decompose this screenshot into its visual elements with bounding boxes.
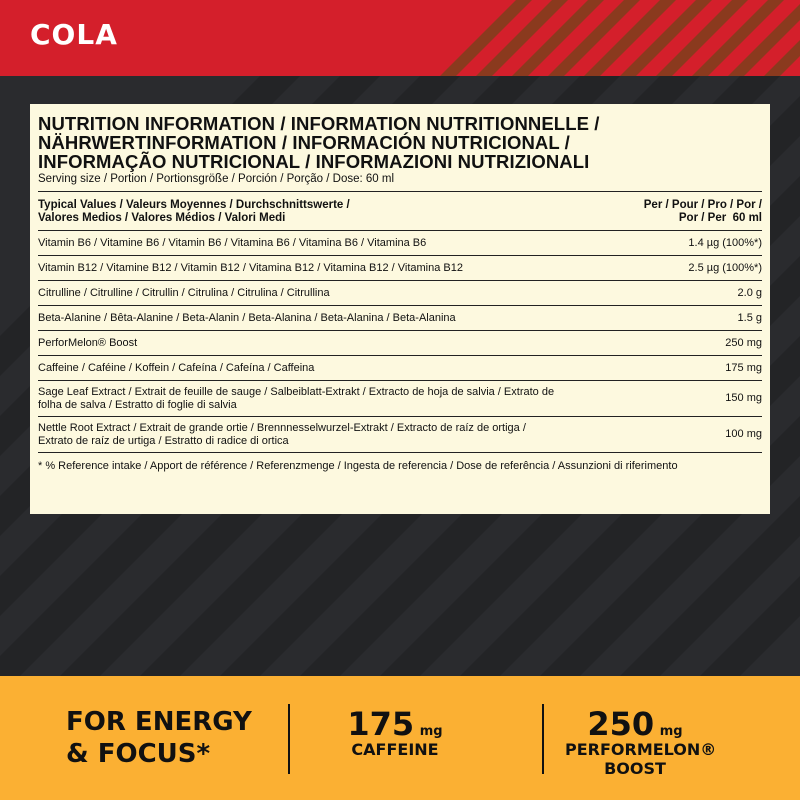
- flavor-title: COLA: [30, 18, 118, 51]
- table-row: [38, 356, 762, 381]
- row-value: 2.0 g: [737, 286, 762, 299]
- row-value: 100 mg: [725, 428, 762, 440]
- row-nutrient: Caffeine / Caféine / Koffein / Cafeína / Cafeína / Caffeina: [38, 361, 315, 374]
- header-left-line: Typical Values / Valeurs Moyennes / Durchschnittswerte /: [38, 199, 350, 211]
- focus-line: & FOCUS*: [66, 739, 211, 769]
- caffeine-amount: 175: [347, 705, 415, 743]
- header-typical-values: [38, 199, 350, 224]
- performelon-claim: [565, 705, 717, 778]
- performelon-amount: 250: [587, 705, 655, 743]
- row-value: 2.5 µg (100%*): [688, 261, 762, 274]
- heading-line: INFORMAÇÃO NUTRICIONAL / INFORMAZIONI NUTRIZIONALI: [38, 151, 590, 172]
- row-nutrient: Vitamin B12 / Vitamine B12 / Vitamin B12 / Vitamina B12 / Vitamina B12 / Vitamina B12: [38, 261, 463, 274]
- row-nutrient: Sage Leaf Extract / Extrait de feuille de sauge / Salbeiblatt-Extrakt / Extracto de hoja de salvia / Extrato de folha de salva / Estratto di foglie di salvia: [38, 385, 555, 411]
- header-left-line: Valores Medios / Valores Médios / Valori Medi: [38, 211, 286, 224]
- row-value: 175 mg: [725, 361, 762, 374]
- serving-size: Serving size / Portion / Portionsgröße / Porción / Porção / Dose: 60 ml: [38, 173, 395, 185]
- table-row: [38, 306, 762, 331]
- row-value: 1.4 µg (100%*): [688, 236, 762, 249]
- row-value: 1.5 g: [737, 311, 762, 324]
- table-row: [38, 231, 762, 256]
- heading-line: NUTRITION INFORMATION / INFORMATION NUTRITIONNELLE /: [38, 113, 600, 134]
- header-right-line: Por / Per 60 ml: [678, 211, 762, 224]
- banner-stripes: [380, 0, 800, 76]
- energy-focus-claim: [66, 706, 252, 770]
- nutrition-heading: [38, 114, 762, 171]
- row-nutrient: Citrulline / Citrulline / Citrullin / Citrulina / Citrulina / Citrullina: [38, 286, 330, 299]
- caffeine-unit: mg: [419, 724, 443, 739]
- row-nutrient: Vitamin B6 / Vitamine B6 / Vitamin B6 / Vitamina B6 / Vitamina B6 / Vitamina B6: [38, 236, 427, 249]
- row-value: 250 mg: [725, 336, 762, 349]
- caffeine-claim: [340, 705, 450, 759]
- table-row: [38, 256, 762, 281]
- reference-footnote: * % Reference intake / Apport de référence / Referenzmenge / Ingesta de referencia / Dose de referência / Assunzioni di riferimento: [38, 460, 678, 472]
- boost-label: BOOST: [604, 759, 666, 778]
- row-nutrient: PerforMelon® Boost: [38, 336, 138, 349]
- nutrition-panel: [30, 104, 770, 514]
- row-nutrient: Beta-Alanine / Bêta-Alanine / Beta-Alanin / Beta-Alanina / Beta-Alanina / Beta-Alanina: [38, 311, 456, 324]
- caffeine-label: CAFFEINE: [351, 740, 439, 759]
- header-per-serving: [644, 199, 762, 224]
- performelon-unit: mg: [659, 724, 683, 739]
- flavor-banner: [0, 0, 800, 76]
- claims-band: [0, 676, 800, 800]
- heading-line: NÄHRWERTINFORMATION / INFORMACIÓN NUTRICIONAL /: [38, 132, 570, 153]
- row-nutrient: Nettle Root Extract / Extrait de grande ortie / Brennnesselwurzel-Extrakt / Extracto de raíz de ortiga / Extrato de raíz de urtiga / Estratto di radice di ortica: [38, 421, 526, 447]
- table-row: [38, 417, 762, 453]
- divider-line: [542, 704, 544, 774]
- table-row: [38, 381, 762, 417]
- energy-line: FOR ENERGY: [66, 707, 252, 737]
- performelon-label: PERFORMELON®: [565, 740, 717, 759]
- table-header: [38, 192, 762, 231]
- table-row: [38, 331, 762, 356]
- divider-line: [288, 704, 290, 774]
- row-value: 150 mg: [725, 392, 762, 404]
- header-right-line: Per / Pour / Pro / Por /: [643, 199, 762, 211]
- nutrition-table: [38, 191, 762, 453]
- table-row: [38, 281, 762, 306]
